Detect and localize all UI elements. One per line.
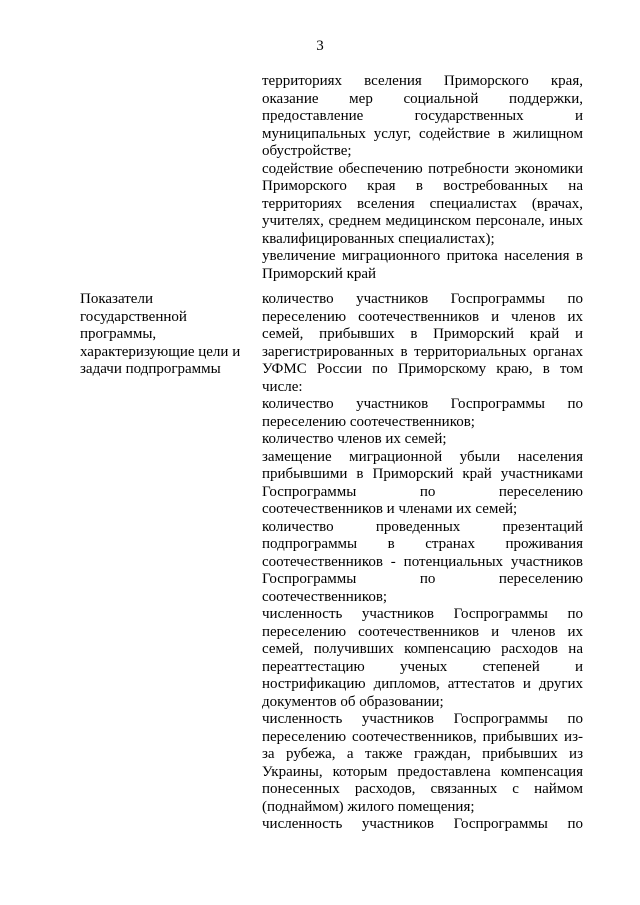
text-line: документов об образовании; [262, 693, 444, 710]
page-number: 3 [316, 38, 324, 54]
text-line: программы, [80, 326, 157, 342]
text-line: за рубежа, а также граждан, прибывших из [262, 746, 583, 762]
text-line: соотечественников; [262, 588, 388, 605]
text-line: замещение миграционной убыли населения [262, 448, 583, 465]
text-line: квалифицированных специалистах); [262, 230, 495, 247]
text-line: содействие обеспечению потребности экономики [262, 160, 583, 177]
text-line: количество участников Госпрограммы по [262, 396, 583, 412]
text-line: прибывшими в Приморский край участниками [262, 466, 583, 482]
text-line: численность участников Госпрограммы по [262, 606, 583, 622]
text-line: государственной [80, 308, 187, 325]
text-line: предоставление государственных и [262, 108, 583, 124]
text-line: переаттестацию ученых степеней и [262, 658, 583, 675]
text-line: характеризующие цели и [80, 343, 241, 360]
text-line: Госпрограммы по переселению [262, 483, 583, 500]
text-line: численность участников Госпрограммы по [262, 711, 583, 727]
text-line: Украины, которым предоставлена компенсация [262, 763, 583, 780]
top-text-block [262, 73, 583, 283]
text-line: территориях вселения Приморского края, [262, 73, 583, 89]
indicators-text-block [262, 291, 583, 834]
text-line: подпрограммы в странах проживания [262, 536, 583, 552]
text-line: увеличение миграционного притока населения в [262, 248, 583, 264]
text-line: переселению соотечественников; [262, 413, 475, 430]
text-line: Приморского края в востребованных на [262, 178, 583, 194]
text-line: территориях вселения специалистах (врачах, [262, 195, 583, 212]
text-line: нострификацию дипломов, аттестатов и других [262, 676, 583, 692]
text-line: количество участников Госпрограммы по [262, 291, 583, 307]
text-line: соотечественников - потенциальных участников [262, 553, 583, 570]
text-line: Госпрограммы по переселению [262, 571, 583, 587]
text-line: УФМС России по Приморскому краю, в том [262, 361, 583, 377]
text-line: зарегистрированных в территориальных органах [262, 343, 583, 360]
text-line: (поднаймом) жилого помещения; [262, 798, 475, 815]
text-line: понесенных расходов, связанных с наймом [262, 781, 583, 797]
text-line: оказание мер социальной поддержки, [262, 90, 583, 107]
text-line: задачи подпрограммы [80, 361, 221, 377]
text-line: соотечественников и членами их семей; [262, 501, 518, 517]
text-line: учителях, среднем медицинском персонале, иных [262, 213, 583, 229]
text-line: количество членов их семей; [262, 431, 447, 447]
text-line: семей, прибывших в Приморский край и [262, 326, 583, 342]
text-line: количество проведенных презентаций [262, 518, 583, 535]
text-line: переселению соотечественников, прибывших из- [262, 728, 583, 745]
text-line: числе: [262, 378, 303, 395]
text-line: Приморский край [262, 265, 377, 282]
text-line: численность участников Госпрограммы по [262, 816, 583, 832]
indicators-label [80, 291, 255, 379]
text-line: Показатели [80, 291, 153, 307]
text-line: муниципальных услуг, содействие в жилищном [262, 125, 583, 142]
text-line: обустройстве; [262, 143, 352, 159]
text-line: семей, получивших компенсацию расходов на [262, 641, 583, 657]
text-line: переселению соотечественников и членов их [262, 308, 583, 325]
text-line: переселению соотечественников и членов их [262, 623, 583, 640]
